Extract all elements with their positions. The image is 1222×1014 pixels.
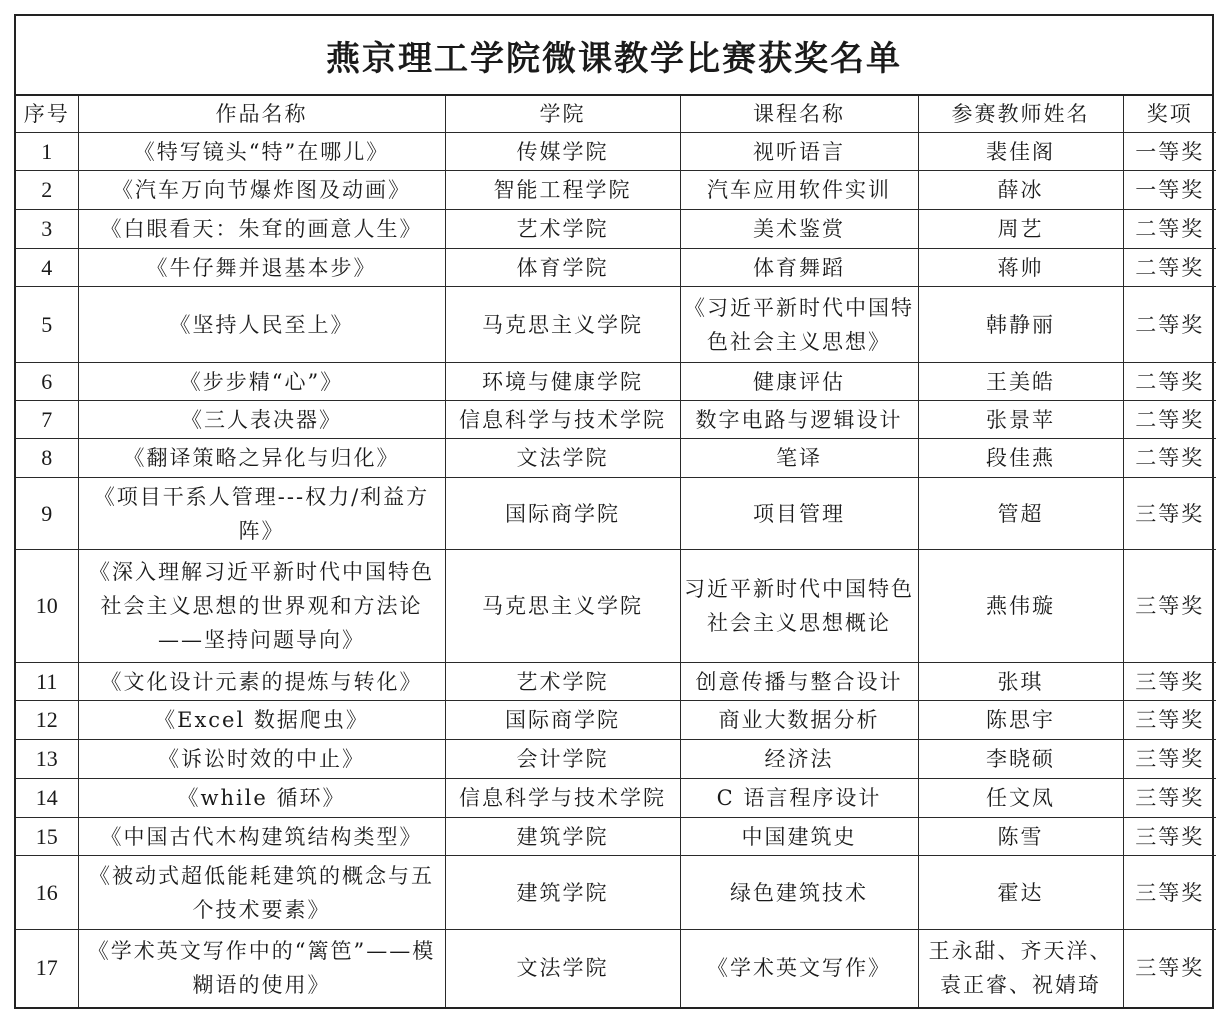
table-row [16, 740, 1216, 779]
cell-college: 马克思主义学院 [445, 550, 680, 663]
cell-work-title: 《文化设计元素的提炼与转化》 [78, 663, 445, 701]
cell-teacher: 张景苹 [918, 401, 1123, 439]
cell-college: 艺术学院 [445, 663, 680, 701]
cell-course: 创意传播与整合设计 [680, 663, 918, 701]
table-row [16, 818, 1216, 856]
cell-course: 《学术英文写作》 [680, 930, 918, 1007]
table-row [16, 701, 1216, 740]
cell-work-title: 《牛仔舞并退基本步》 [78, 249, 445, 287]
column-header-award: 奖项 [1123, 96, 1216, 133]
cell-no: 16 [16, 856, 78, 930]
cell-college: 体育学院 [445, 249, 680, 287]
cell-teacher: 陈雪 [918, 818, 1123, 856]
cell-no: 11 [16, 663, 78, 701]
cell-course: C 语言程序设计 [680, 779, 918, 818]
cell-teacher: 管超 [918, 478, 1123, 550]
cell-award: 三等奖 [1123, 930, 1216, 1007]
cell-course: 绿色建筑技术 [680, 856, 918, 930]
cell-work-title: 《白眼看天：朱耷的画意人生》 [78, 210, 445, 249]
column-header-course: 课程名称 [680, 96, 918, 133]
award-table [16, 96, 1216, 1007]
cell-course: 习近平新时代中国特色社会主义思想概论 [680, 550, 918, 663]
cell-course: 健康评估 [680, 363, 918, 401]
cell-award: 三等奖 [1123, 701, 1216, 740]
cell-work-title: 《Excel 数据爬虫》 [78, 701, 445, 740]
cell-no: 3 [16, 210, 78, 249]
cell-college: 艺术学院 [445, 210, 680, 249]
cell-award: 三等奖 [1123, 818, 1216, 856]
cell-college: 智能工程学院 [445, 171, 680, 210]
cell-award: 二等奖 [1123, 287, 1216, 363]
cell-work-title: 《深入理解习近平新时代中国特色社会主义思想的世界观和方法论——坚持问题导向》 [78, 550, 445, 663]
table-row [16, 287, 1216, 363]
cell-college: 国际商学院 [445, 701, 680, 740]
cell-no: 15 [16, 818, 78, 856]
table-row [16, 363, 1216, 401]
cell-no: 7 [16, 401, 78, 439]
cell-college: 建筑学院 [445, 856, 680, 930]
cell-course: 数字电路与逻辑设计 [680, 401, 918, 439]
cell-award: 二等奖 [1123, 401, 1216, 439]
cell-work-title: 《特写镜头“特”在哪儿》 [78, 133, 445, 171]
column-header-college: 学院 [445, 96, 680, 133]
cell-college: 马克思主义学院 [445, 287, 680, 363]
cell-teacher: 王永甜、齐天洋、袁正睿、祝婧琦 [918, 930, 1123, 1007]
cell-award: 一等奖 [1123, 133, 1216, 171]
cell-work-title: 《翻译策略之异化与归化》 [78, 439, 445, 478]
cell-college: 传媒学院 [445, 133, 680, 171]
cell-teacher: 霍达 [918, 856, 1123, 930]
table-row [16, 439, 1216, 478]
cell-college: 环境与健康学院 [445, 363, 680, 401]
cell-course: 体育舞蹈 [680, 249, 918, 287]
cell-award: 二等奖 [1123, 439, 1216, 478]
cell-teacher: 裴佳阁 [918, 133, 1123, 171]
cell-college: 信息科学与技术学院 [445, 401, 680, 439]
cell-work-title: 《项目干系人管理---权力/利益方阵》 [78, 478, 445, 550]
document-title: 燕京理工学院微课教学比赛获奖名单 [16, 16, 1212, 96]
cell-work-title: 《三人表决器》 [78, 401, 445, 439]
cell-no: 10 [16, 550, 78, 663]
cell-award: 三等奖 [1123, 740, 1216, 779]
cell-teacher: 王美皓 [918, 363, 1123, 401]
cell-no: 1 [16, 133, 78, 171]
cell-work-title: 《while 循环》 [78, 779, 445, 818]
cell-teacher: 薛冰 [918, 171, 1123, 210]
cell-award: 三等奖 [1123, 663, 1216, 701]
cell-course: 笔译 [680, 439, 918, 478]
cell-award: 一等奖 [1123, 171, 1216, 210]
cell-teacher: 燕伟璇 [918, 550, 1123, 663]
cell-no: 4 [16, 249, 78, 287]
cell-course: 项目管理 [680, 478, 918, 550]
cell-no: 9 [16, 478, 78, 550]
table-row [16, 856, 1216, 930]
cell-college: 会计学院 [445, 740, 680, 779]
cell-no: 13 [16, 740, 78, 779]
cell-teacher: 张琪 [918, 663, 1123, 701]
table-row [16, 930, 1216, 1007]
cell-course: 汽车应用软件实训 [680, 171, 918, 210]
column-header-work: 作品名称 [78, 96, 445, 133]
cell-course: 视听语言 [680, 133, 918, 171]
cell-award: 三等奖 [1123, 779, 1216, 818]
cell-course: 经济法 [680, 740, 918, 779]
cell-work-title: 《被动式超低能耗建筑的概念与五个技术要素》 [78, 856, 445, 930]
cell-college: 文法学院 [445, 439, 680, 478]
cell-work-title: 《坚持人民至上》 [78, 287, 445, 363]
cell-teacher: 任文凤 [918, 779, 1123, 818]
table-header-row [16, 96, 1216, 133]
column-header-no: 序号 [16, 96, 78, 133]
cell-award: 三等奖 [1123, 478, 1216, 550]
table-row [16, 478, 1216, 550]
cell-no: 2 [16, 171, 78, 210]
cell-teacher: 李晓硕 [918, 740, 1123, 779]
table-row [16, 210, 1216, 249]
cell-work-title: 《诉讼时效的中止》 [78, 740, 445, 779]
cell-no: 5 [16, 287, 78, 363]
cell-teacher: 陈思宇 [918, 701, 1123, 740]
cell-course: 《习近平新时代中国特色社会主义思想》 [680, 287, 918, 363]
cell-work-title: 《中国古代木构建筑结构类型》 [78, 818, 445, 856]
cell-college: 国际商学院 [445, 478, 680, 550]
cell-award: 三等奖 [1123, 856, 1216, 930]
cell-award: 二等奖 [1123, 210, 1216, 249]
column-header-teacher: 参赛教师姓名 [918, 96, 1123, 133]
cell-no: 12 [16, 701, 78, 740]
cell-course: 美术鉴赏 [680, 210, 918, 249]
cell-teacher: 韩静丽 [918, 287, 1123, 363]
award-list-document [14, 14, 1214, 1009]
cell-work-title: 《步步精“心”》 [78, 363, 445, 401]
cell-no: 6 [16, 363, 78, 401]
cell-award: 二等奖 [1123, 249, 1216, 287]
table-row [16, 779, 1216, 818]
cell-course: 中国建筑史 [680, 818, 918, 856]
table-row [16, 249, 1216, 287]
cell-college: 信息科学与技术学院 [445, 779, 680, 818]
cell-work-title: 《学术英文写作中的“篱笆”——模糊语的使用》 [78, 930, 445, 1007]
cell-no: 17 [16, 930, 78, 1007]
cell-award: 二等奖 [1123, 363, 1216, 401]
cell-college: 文法学院 [445, 930, 680, 1007]
cell-college: 建筑学院 [445, 818, 680, 856]
table-body [16, 133, 1216, 1007]
table-row [16, 401, 1216, 439]
cell-no: 8 [16, 439, 78, 478]
cell-award: 三等奖 [1123, 550, 1216, 663]
cell-work-title: 《汽车万向节爆炸图及动画》 [78, 171, 445, 210]
cell-teacher: 周艺 [918, 210, 1123, 249]
cell-teacher: 蒋帅 [918, 249, 1123, 287]
cell-teacher: 段佳燕 [918, 439, 1123, 478]
cell-no: 14 [16, 779, 78, 818]
table-row [16, 663, 1216, 701]
table-row [16, 550, 1216, 663]
table-row [16, 133, 1216, 171]
table-row [16, 171, 1216, 210]
cell-course: 商业大数据分析 [680, 701, 918, 740]
